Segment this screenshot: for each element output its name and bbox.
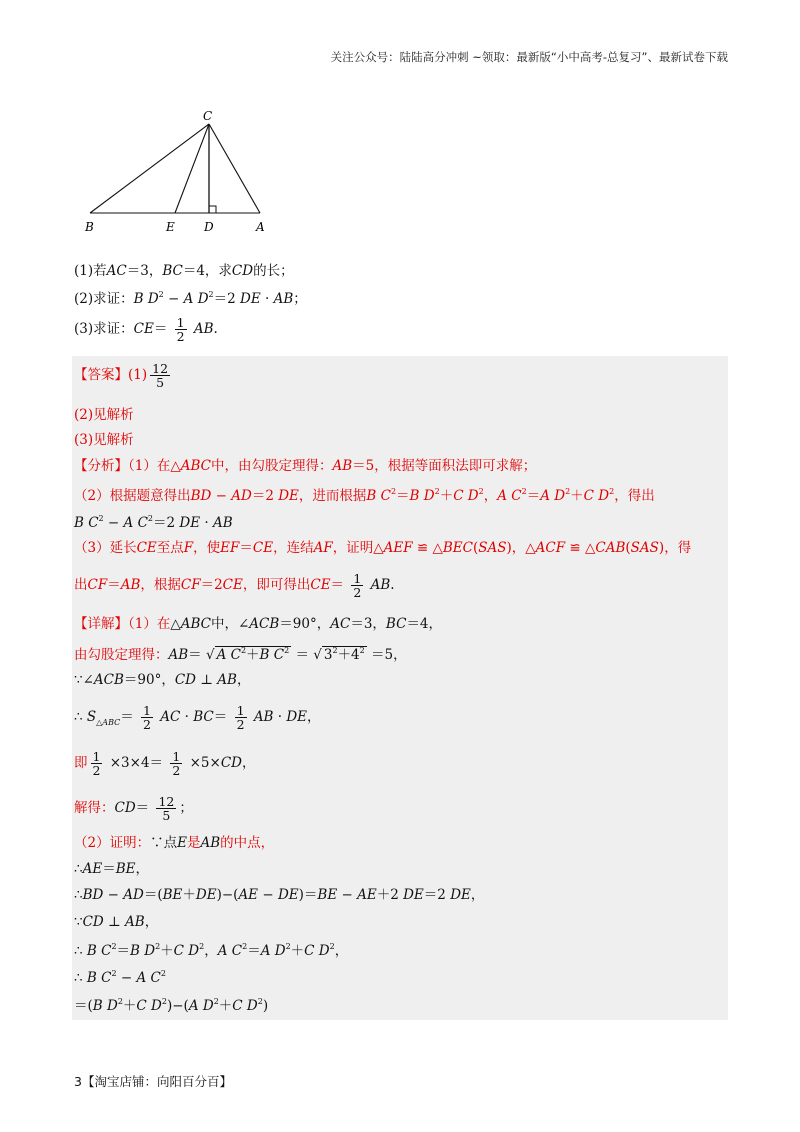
detail-line-12: ∴ B $C^2 - A$ $C^2$ — [74, 969, 166, 986]
label-E: E — [166, 220, 175, 234]
detail-line-6: 解得：CD＝ $\frac{12}{5}$ ； — [74, 794, 193, 824]
detail-line-8: ∴AE＝BE， — [74, 861, 149, 877]
detail-line-7: （2）证明：∵点E是AB的中点， — [74, 835, 275, 851]
detail-line-4: ∴ $S_{\triangle ABC}=$ $\frac{1}{2}$ AC · BC＝ $\frac{1}{2}$ AB · DE， — [74, 703, 321, 733]
label-D: D — [204, 220, 214, 234]
detail-line-9: ∴BD − AD＝(BE＋DE)−(AE − DE)＝BE − AE＋2 DE＝2 DE， — [74, 887, 485, 903]
answer-3: (3)见解析 — [74, 432, 134, 448]
question-2: (2)求证：B $D^2 - A$ $D^2=2$ DE · AB； — [74, 290, 307, 307]
label-A: A — [256, 220, 265, 234]
analysis-line-2: （2）根据题意得出BD − AD＝2 DE，进而根据B $C^2=B$ $D^2+C$ $D^2$，A $C^2=A$ $D^2+C$ $D^2$，得出 — [74, 487, 655, 504]
label-C: C — [203, 109, 213, 123]
label-B: B — [85, 220, 94, 234]
triangle-figure — [82, 106, 282, 236]
analysis-line-5: 出CF＝AB，根据CF＝2CE，即可得出CE＝ $\frac{1}{2}$ AB. — [74, 571, 395, 601]
detail-line-11: ∴ B $C^2=B$ $D^2+C$ $D^2$，A $C^2=A$ $D^2+C$ $D^2$， — [74, 942, 349, 959]
detail-line-2: 由勾股定理得：AB＝ √ A $C^2+B$ $C^2$ ＝ √ $3^2+4^2 =5$， — [74, 646, 407, 663]
detail-line-5: 即 $\frac{1}{2}$ ×3×4＝ $\frac{1}{2}$ ×5×CD， — [74, 749, 256, 779]
detail-line-10: ∵CD ⊥ AB， — [74, 914, 159, 930]
question-1: (1)若AC＝3，BC＝4，求CD的长； — [74, 263, 294, 279]
analysis-line-4: （3）延长CE至点F，使EF＝CE，连结AF，证明△AEF ≌ △BEC(SAS)，△ACF ≌ △CAB(SAS)，得 — [74, 540, 692, 556]
question-3: (3)求证：CE＝ $\frac{1}{2}$ AB. — [74, 315, 218, 345]
detail-line-3: ∵∠ACB＝90°，CD ⊥ AB， — [74, 672, 251, 688]
detail-line-13: ＝(B $D^2+C$ $D^2)-(A$ $D^2+C$ $D^2$) — [74, 997, 269, 1014]
answer-1: 【答案】(1) $\frac{12}{5}$ — [74, 361, 169, 391]
detail-line-1: 【详解】（1）在△ABC中，∠ACB＝90°，AC＝3，BC＝4， — [74, 616, 443, 632]
page-header: 关注公众号：陆陆高分冲刺 ~领取：最新版“小中高考-总复习”、最新试卷下载 — [330, 50, 728, 64]
answer-2: (2)见解析 — [74, 407, 134, 423]
analysis-line-3: B $C^2 - A$ $C^2=2$ DE · AB — [74, 514, 233, 531]
solution-box — [72, 356, 728, 1020]
analysis-line-1: 【分析】（1）在△ABC中，由勾股定理得：AB＝5，根据等面积法即可求解； — [74, 458, 537, 474]
page-footer: 3【淘宝店铺：向阳百分百】 — [74, 1074, 232, 1089]
